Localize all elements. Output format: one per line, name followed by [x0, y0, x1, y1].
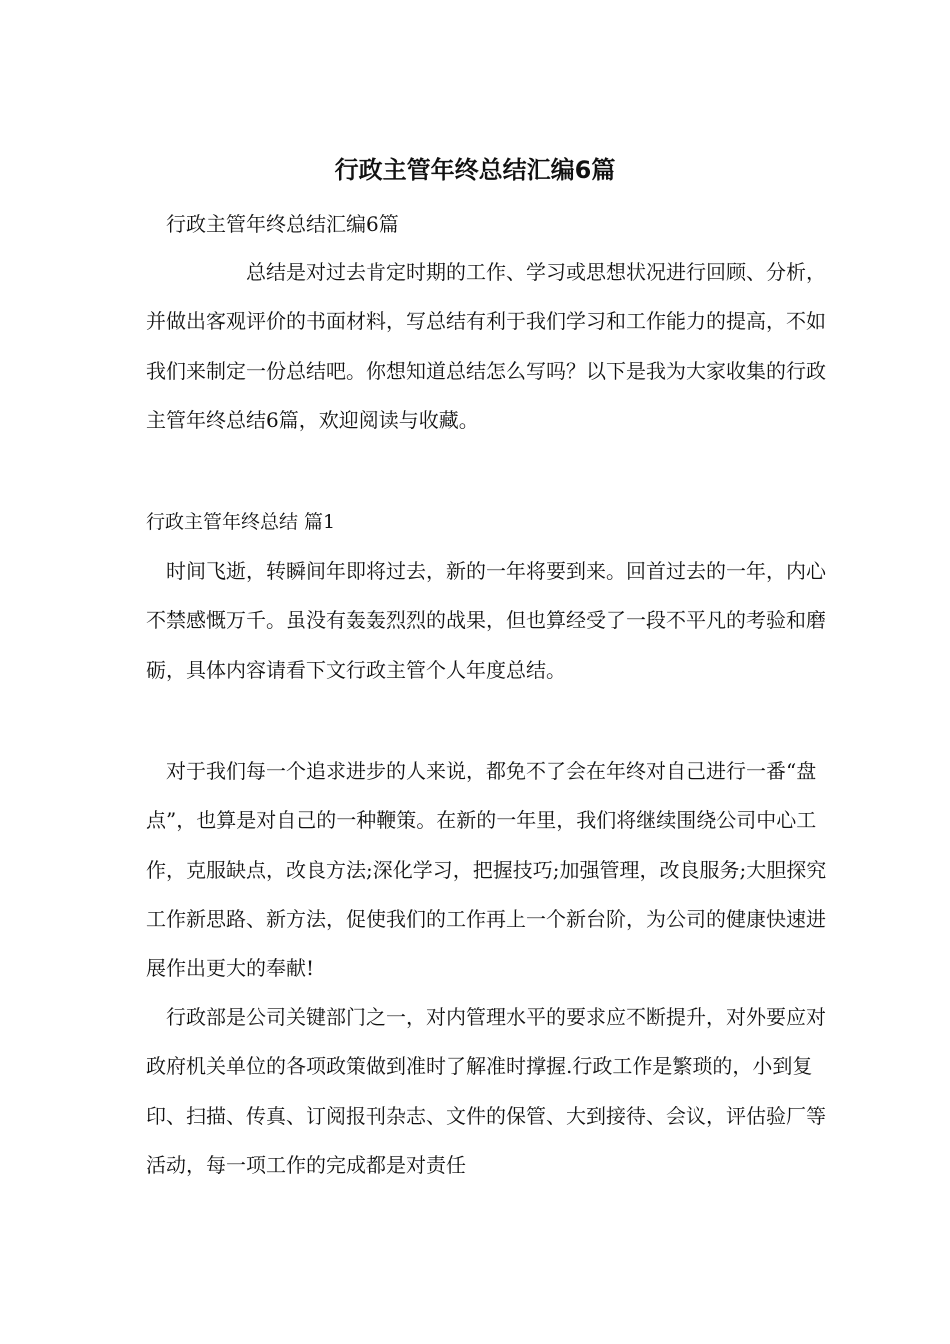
section-heading: 行政主管年终总结 篇1 [146, 511, 336, 533]
body-paragraph-2: 对于我们每一个追求进步的人来说，都免不了会在年终对自己进行一番“盘点”，也算是对自己的一种鞭策。在新的一年里，我们将继续围绕公司中心工作，克服缺点，改良方法;深化学习，把握技巧;加强管理，改良服务;大胆探究工作新思路、新方法，促使我们的工作再上一个新台阶，为公司的健康快速进展作出更大的奉献! [146, 759, 827, 981]
document-title: 行政主管年终总结汇编6篇 [334, 156, 616, 184]
body-paragraph-1: 时间飞逝，转瞬间年即将过去，新的一年将要到来。回首过去的一年，内心不禁感慨万千。虽没有轰轰烈烈的战果，但也算经受了一段不平凡的考验和磨砺，具体内容请看下文行政主管个人年度总结。 [146, 559, 826, 682]
document-subtitle: 行政主管年终总结汇编6篇 [166, 212, 399, 236]
intro-paragraph: 总结是对过去肯定时期的工作、学习或思想状况进行回顾、分析，并做出客观评价的书面材料，写总结有利于我们学习和工作能力的提高，不如我们来制定一份总结吧。你想知道总结怎么写吗？以下是我为大家收集的行政主管年终总结6篇，欢迎阅读与收藏。 [146, 260, 826, 432]
body-paragraph-3: 行政部是公司关键部门之一，对内管理水平的要求应不断提升，对外要应对政府机关单位的各项政策做到准时了解准时撑握.行政工作是繁琐的，小到复印、扫描、传真、订阅报刊杂志、文件的保管、大到接待、会议，评估验厂等活动，每一项工作的完成都是对责任 [146, 1005, 826, 1177]
